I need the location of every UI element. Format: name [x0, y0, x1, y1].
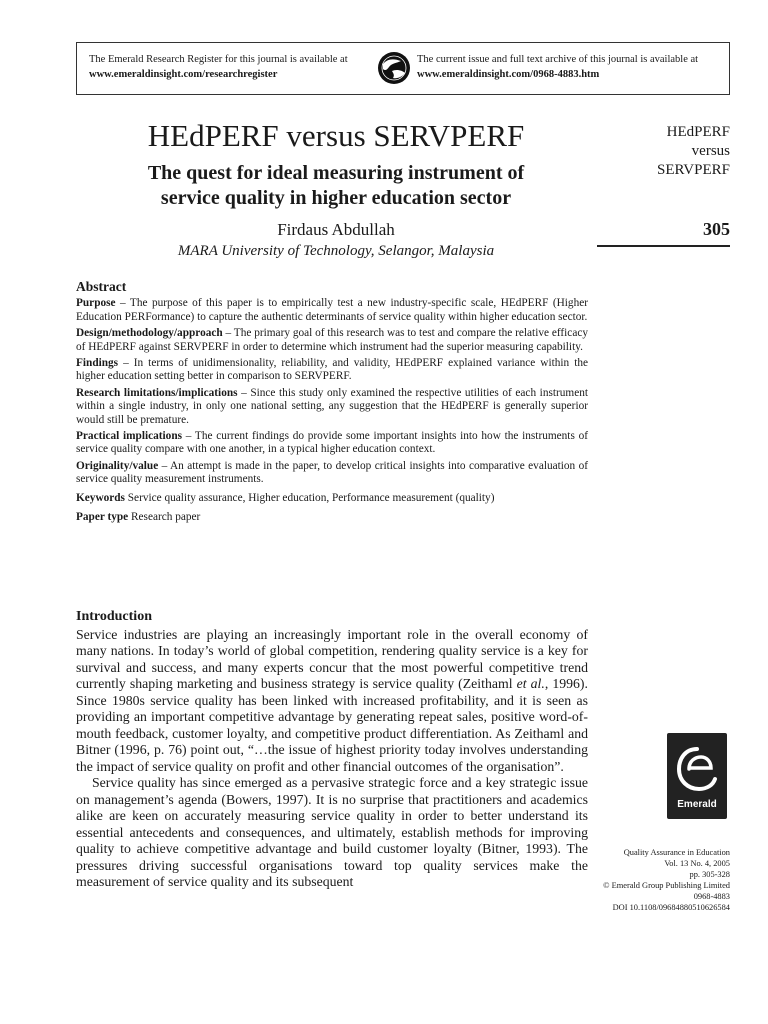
- limitations-label: Research limitations/implications: [76, 386, 238, 399]
- purpose-label: Purpose: [76, 297, 116, 310]
- emerald-e-icon: [675, 743, 719, 793]
- running-head-line-3: SERVPERF: [657, 162, 730, 178]
- running-head-line-2: versus: [691, 143, 730, 159]
- findings-text: – In terms of unidimensionality, reliability, and validity, HEdPERF explained variance within the higher education setting better in comparison to SERVPERF.: [76, 357, 588, 383]
- journal-name: Quality Assurance in Education: [623, 848, 730, 857]
- journal-pages: pp. 305-328: [689, 870, 730, 879]
- design-text: – The primary goal of this research was to test and compare the relative efficacy of HEdPERF against SERVPERF in order to determine which instrument had the superior measuring capability.: [76, 327, 588, 353]
- banner-left-text: The Emerald Research Register for this journal is available at: [89, 54, 348, 65]
- journal-doi: DOI 10.1108/09684880510626584: [612, 903, 730, 912]
- journal-info: [585, 847, 730, 913]
- emerald-logo: [667, 733, 727, 819]
- abstract-paper-type: [76, 511, 588, 524]
- journal-issn: 0968-4883: [693, 892, 730, 901]
- paper-type-text: Research paper: [128, 511, 201, 524]
- intro-p1-etal: et al.: [516, 676, 545, 691]
- emerald-logo-word: Emerald: [677, 799, 717, 810]
- running-head: [610, 123, 730, 180]
- article-title: HEdPERF versus SERVPERF: [147, 118, 525, 153]
- journal-archive-link[interactable]: www.emeraldinsight.com/0968-4883.htm: [417, 69, 600, 80]
- intro-paragraph-1: [76, 627, 588, 776]
- journal-copyright: © Emerald Group Publishing Limited: [603, 881, 730, 890]
- running-head-line-1: HEdPERF: [666, 124, 730, 140]
- subtitle-line-2: service quality in higher education sector: [160, 187, 512, 209]
- paper-type-label: Paper type: [76, 511, 129, 524]
- abstract-purpose: [76, 297, 588, 324]
- author-name: Firdaus Abdullah: [277, 220, 395, 239]
- intro-p1-part-a: Service industries are playing an increasingly important role in the overall economy of many nations. In today’s world of global competition, rendering quality service is a key for survival and success, and many experts concur that the most powerful competitive trend currently shaping marketing and business strategy is service quality (Zeithaml: [76, 626, 588, 691]
- purpose-text: – The purpose of this paper is to empirically test a new industry-specific scale, HEdPERF (Higher Education PERFormance) to capture the authentic determinants of service quality within higher education sector.: [76, 297, 588, 323]
- findings-label: Findings: [76, 357, 119, 370]
- introduction-heading: Introduction: [76, 609, 152, 624]
- originality-label: Originality/value: [76, 459, 159, 472]
- keywords-label: Keywords: [76, 491, 125, 504]
- abstract-limitations: [76, 387, 588, 427]
- article-subtitle: [76, 161, 596, 211]
- abstract-heading: Abstract: [76, 279, 127, 294]
- journal-volume: Vol. 13 No. 4, 2005: [664, 859, 730, 868]
- practical-label: Practical implications: [76, 430, 183, 443]
- intro-paragraph-2: Service quality has since emerged as a pervasive strategic force and a key strategic issue on management’s agenda (Bowers, 1997). It is no surprise that practitioners and academics alike are keen on accurately measuring service quality in order to better understand its essential antecedents and consequences, and ultimately, establish methods for improving quality to achieve competitive advantage and build customer loyalty (Bitner, 1993). The pressures driving successful organisations toward top quality services make the measurement of service quality and its subsequent: [76, 775, 588, 889]
- running-head-rule: [597, 245, 730, 247]
- originality-text: – An attempt is made in the paper, to develop critical insights into comparative evaluation of service quality measurement instruments.: [76, 459, 588, 486]
- limitations-text: – Since this study only examined the respective utilities of each instrument within a single industry, in only one national setting, any suggestion that the HEdPERF is generally superior would still be premature.: [76, 386, 589, 426]
- intro-p1-part-b: , 1996). Since 1980s service quality has been linked with increased profitability, and it is seen as providing an important competitive advantage by generating repeat sales, positive word-of-mouth feedback, customer loyalty, and competitive product differentiation. As Zeithaml and Bitner (1996, p. 76) point out, “…the issue of highest priority today involves understanding the impact of service quality on profit and other financial outcomes of the organisation”.: [76, 676, 588, 774]
- abstract-section: [76, 280, 588, 528]
- design-label: Design/methodology/approach: [76, 327, 223, 340]
- banner-right: [417, 52, 727, 82]
- banner-right-text: The current issue and full text archive of this journal is available at: [417, 54, 699, 65]
- keywords-text: Service quality assurance, Higher education, Performance measurement (quality): [124, 491, 495, 504]
- globe-icon: [377, 51, 411, 85]
- abstract-practical: [76, 430, 588, 457]
- abstract-keywords: [76, 492, 588, 505]
- abstract-design: [76, 327, 588, 354]
- introduction-section: [76, 609, 588, 891]
- page-number: 305: [703, 219, 730, 239]
- subtitle-line-1: The quest for ideal measuring instrument of: [147, 162, 525, 184]
- banner-left: [89, 52, 379, 82]
- abstract-originality: [76, 460, 588, 487]
- practical-text: – The current findings do provide some important insights into how the instruments of service quality compare with one another, in a typical higher education context.: [76, 430, 588, 456]
- abstract-findings: [76, 357, 588, 384]
- author-affiliation: MARA University of Technology, Selangor, Malaysia: [177, 243, 495, 259]
- journal-availability-banner: [76, 42, 730, 95]
- research-register-link[interactable]: www.emeraldinsight.com/researchregister: [89, 69, 278, 80]
